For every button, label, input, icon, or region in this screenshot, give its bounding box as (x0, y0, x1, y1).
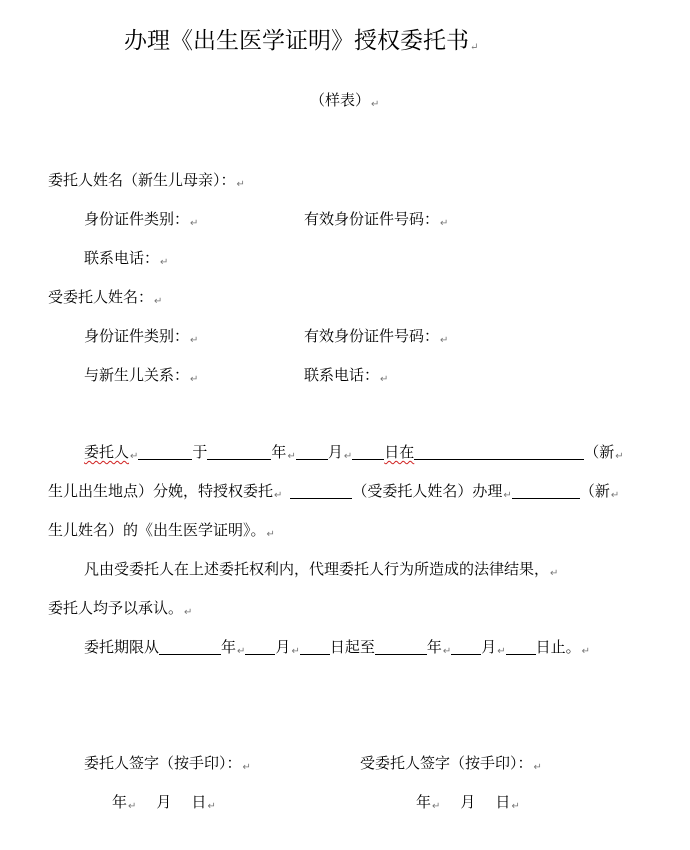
paragraph-mark: ↵ (470, 42, 479, 53)
principal-id-number-label: 有效身份证件号码：↵ (304, 210, 449, 229)
paragraph-mark: ↵ (291, 646, 300, 657)
agent-signature-date: 年↵ 月 日↵ (416, 793, 520, 812)
agent-id-number-label: 有效身份证件号码：↵ (304, 327, 449, 346)
paragraph-mark: ↵ (442, 646, 452, 657)
liability-paragraph-line-1: 凡由受委托人在上述委托权利内，代理委托人行为所造成的法律结果，↵ (84, 560, 559, 579)
paragraph-mark: ↵ (440, 218, 449, 229)
paragraph-mark: ↵ (190, 374, 199, 385)
blank-field[interactable] (207, 442, 271, 460)
blank-field[interactable] (245, 637, 275, 655)
blank-field[interactable] (512, 481, 580, 499)
paragraph-mark: ↵ (550, 568, 559, 579)
paragraph-mark: ↵ (503, 490, 512, 501)
principal-signature-label: 委托人签字（按手印）：↵ (84, 754, 251, 773)
paragraph-mark: ↵ (615, 451, 624, 462)
paragraph-mark: ↵ (287, 451, 296, 462)
liability-paragraph-line-2: 委托人均予以承认。↵ (48, 599, 193, 618)
blank-field[interactable] (296, 442, 328, 460)
principal-phone-label: 联系电话：↵ (84, 249, 169, 268)
authorization-paragraph-line-1: 委托人↵ 于 年↵ 月↵ 日在 （新↵ (84, 443, 624, 462)
blank-field[interactable] (506, 637, 536, 655)
paragraph-mark: ↵ (184, 607, 193, 618)
document-title: 办理《出生医学证明》授权委托书↵ (124, 28, 479, 54)
paragraph-mark: ↵ (380, 374, 389, 385)
blank-field[interactable] (300, 637, 330, 655)
agent-phone-label: 联系电话：↵ (304, 366, 389, 385)
blank-field[interactable] (159, 637, 221, 655)
paragraph-mark: ↵ (497, 646, 506, 657)
agent-signature-label: 受委托人签字（按手印）：↵ (360, 754, 542, 773)
principal-id-type-label: 身份证件类别：↵ (84, 210, 199, 229)
paragraph-mark: ↵ (440, 335, 449, 346)
paragraph-mark: ↵ (511, 801, 520, 812)
authorization-paragraph-line-3: 生儿姓名）的《出生医学证明》。↵ (48, 521, 275, 540)
paragraph-mark: ↵ (432, 801, 441, 812)
blank-field[interactable] (414, 442, 584, 460)
term-paragraph: 委托期限从 年↵ 月↵ 日起至 年↵ 月↵ 日止。↵ (84, 638, 591, 657)
blank-field[interactable] (290, 481, 352, 499)
paragraph-mark: ↵ (371, 99, 380, 110)
document-subtitle: （样表）↵ (310, 91, 380, 110)
paragraph-mark: ↵ (610, 490, 620, 501)
agent-id-type-label: 身份证件类别：↵ (84, 327, 199, 346)
paragraph-mark: ↵ (207, 801, 216, 812)
principal-name-label: 委托人姓名（新生儿母亲）：↵ (48, 171, 245, 190)
paragraph-mark: ↵ (190, 335, 199, 346)
paragraph-mark: ↵ (160, 257, 169, 268)
blank-field[interactable] (352, 442, 384, 460)
principal-signature-date: 年↵ 月 日↵ (112, 793, 216, 812)
paragraph-mark: ↵ (274, 490, 283, 501)
paragraph-mark: ↵ (154, 296, 163, 307)
agent-name-label: 受委托人姓名：↵ (48, 288, 163, 307)
paragraph-mark: ↵ (130, 451, 139, 462)
blank-field[interactable] (138, 442, 192, 460)
paragraph-mark: ↵ (237, 646, 246, 657)
paragraph-mark: ↵ (236, 179, 245, 190)
paragraph-mark: ↵ (190, 218, 199, 229)
paragraph-mark: ↵ (266, 529, 275, 540)
paragraph-mark: ↵ (343, 451, 353, 462)
paragraph-mark: ↵ (581, 646, 591, 657)
blank-field[interactable] (451, 637, 481, 655)
authorization-paragraph-line-2: 生儿出生地点）分娩，特授权委托↵ （受委托人姓名）办理↵ （新↵ (48, 482, 620, 501)
paragraph-mark: ↵ (128, 801, 137, 812)
paragraph-mark: ↵ (533, 762, 542, 773)
paragraph-mark: ↵ (242, 762, 251, 773)
blank-field[interactable] (375, 637, 427, 655)
agent-relation-label: 与新生儿关系：↵ (84, 366, 199, 385)
